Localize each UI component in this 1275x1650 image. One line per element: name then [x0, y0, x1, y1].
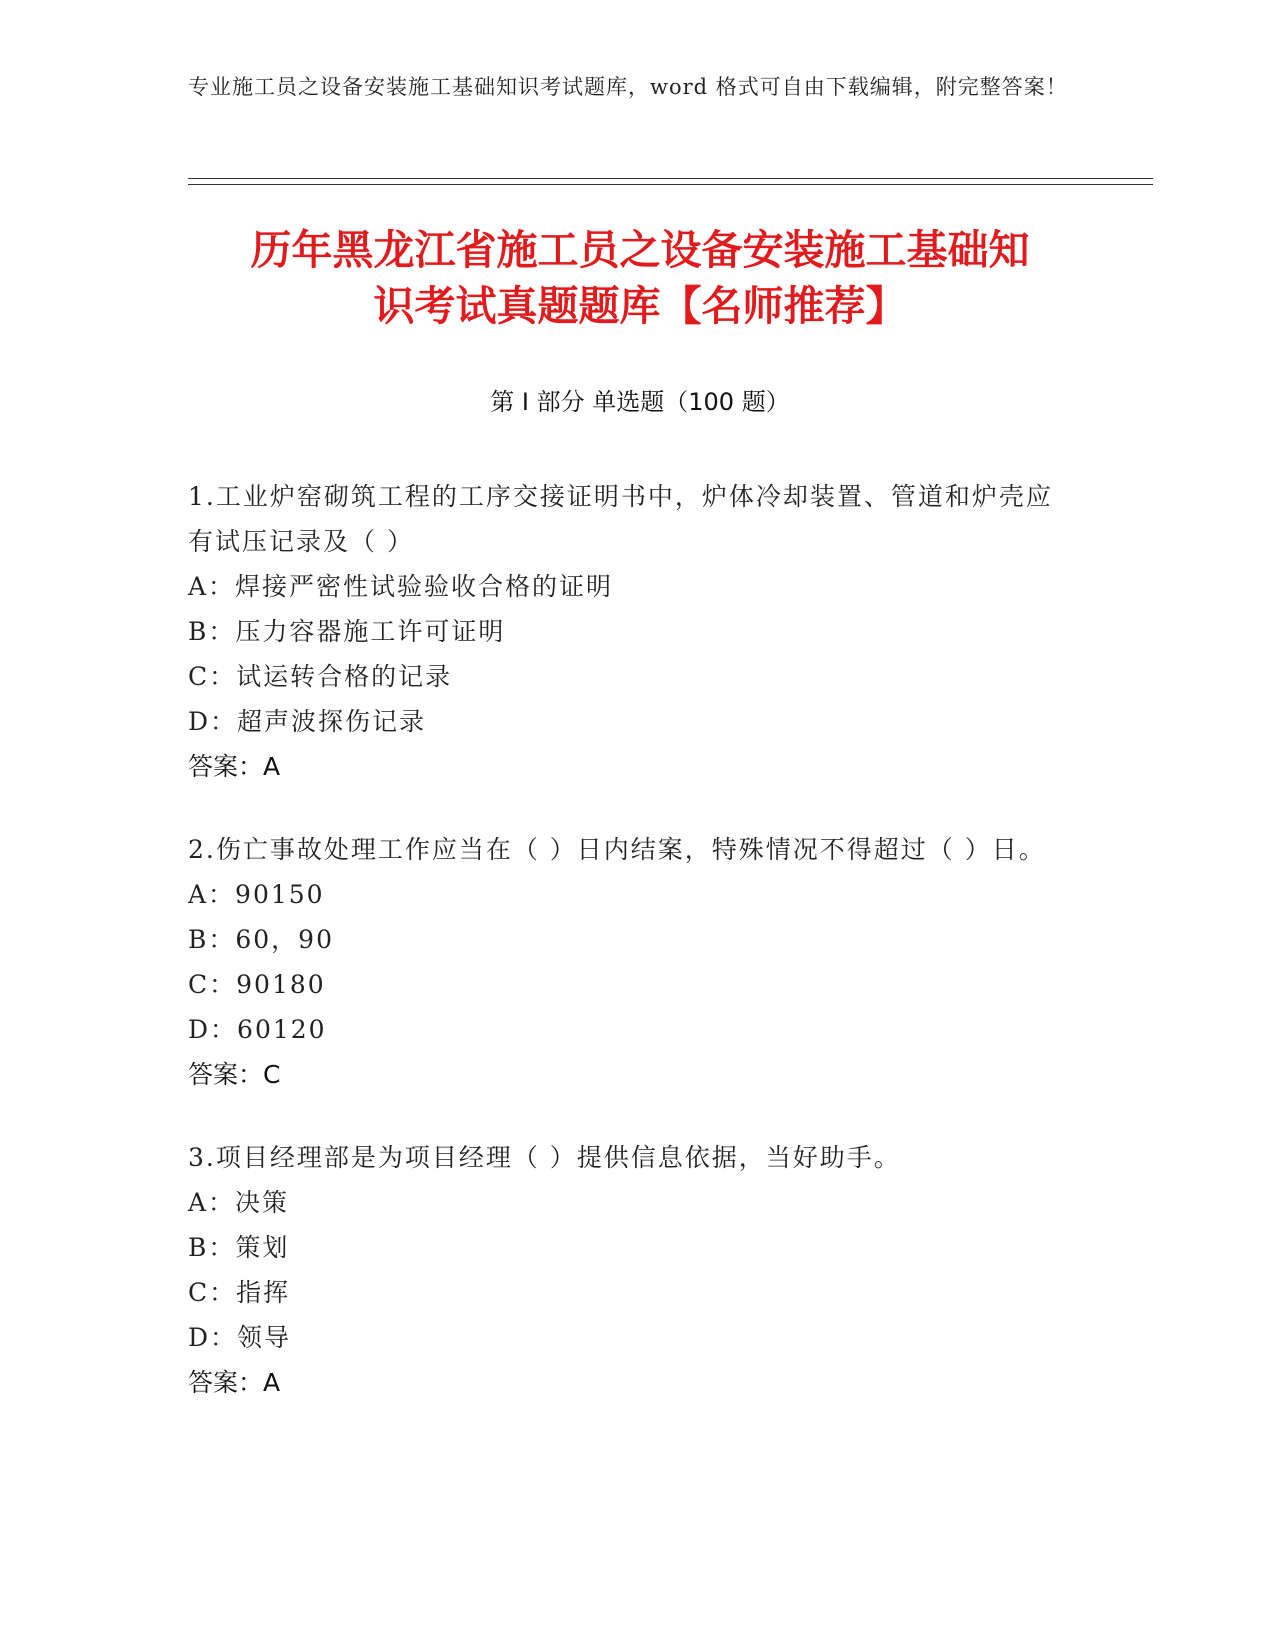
option-b: B：60，90 — [188, 925, 334, 954]
document-title-line-1: 历年黑龙江省施工员之设备安装施工基础知 — [250, 226, 1030, 274]
option-d: D：超声波探伤记录 — [188, 707, 427, 736]
question-list — [188, 474, 1068, 1443]
option-d: D：领导 — [188, 1323, 292, 1352]
question-text: 1.工业炉窑砌筑工程的工序交接证明书中，炉体冷却装置、管道和炉壳应有试压记录及（ ） — [188, 482, 1053, 556]
option-c: C：90180 — [188, 970, 326, 999]
question-text: 2.伤亡事故处理工作应当在（ ）日内结案，特殊情况不得超过（ ）日。 — [188, 835, 1046, 864]
question-3 — [188, 1135, 1068, 1405]
question-text: 3.项目经理部是为项目经理（ ）提供信息依据，当好助手。 — [188, 1143, 901, 1172]
question-1 — [188, 474, 1068, 789]
answer: 答案：A — [188, 1368, 281, 1397]
option-b: B：压力容器施工许可证明 — [188, 617, 506, 646]
option-b: B：策划 — [188, 1233, 290, 1262]
section-title: 第 I 部分 单选题（100 题） — [490, 388, 790, 416]
option-c: C：指挥 — [188, 1278, 291, 1307]
header-note: 专业施工员之设备安装施工基础知识考试题库，word 格式可自由下载编辑，附完整答案！ — [188, 75, 1068, 99]
option-a: A：决策 — [188, 1188, 290, 1217]
question-2 — [188, 827, 1068, 1097]
document-title — [180, 222, 1100, 334]
option-a: A：焊接严密性试验验收合格的证明 — [188, 572, 614, 601]
header-divider-top — [188, 178, 1153, 179]
answer: 答案：C — [188, 1060, 281, 1089]
option-d: D：60120 — [188, 1015, 327, 1044]
option-c: C：试运转合格的记录 — [188, 662, 453, 691]
document-title-line-2: 识考试真题题库【名师推荐】 — [373, 282, 907, 330]
header-divider-bottom — [188, 184, 1153, 185]
option-a: A：90150 — [188, 880, 325, 909]
answer: 答案：A — [188, 752, 281, 781]
